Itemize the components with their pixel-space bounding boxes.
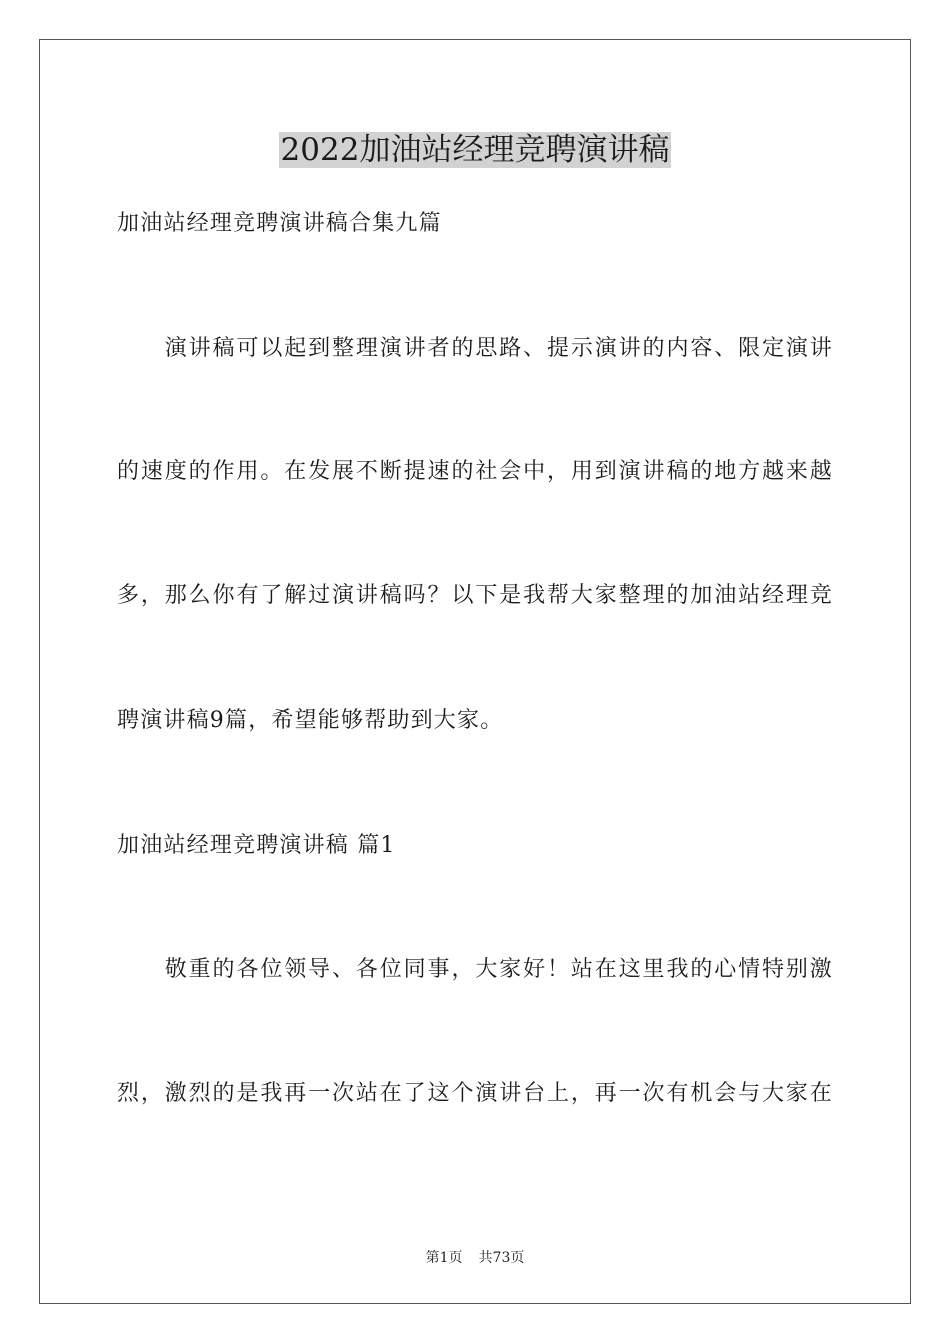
document-title-text: 2022加油站经理竞聘演讲稿 [280, 132, 670, 168]
page-footer [0, 1249, 950, 1267]
page-number: 第1页 [425, 1250, 463, 1266]
paragraph-line: 多，那么你有了解过演讲稿吗？以下是我帮大家整理的加油站经理竞 [117, 583, 833, 608]
document-title [0, 128, 950, 172]
section-heading: 加油站经理竞聘演讲稿 篇1 [117, 833, 396, 858]
document-subtitle: 加油站经理竞聘演讲稿合集九篇 [117, 211, 442, 236]
paragraph-line: 敬重的各位领导、各位同事，大家好！站在这里我的心情特别激 [117, 957, 833, 982]
paragraph-line: 烈，激烈的是我再一次站在了这个演讲台上，再一次有机会与大家在 [117, 1081, 833, 1106]
paragraph-line: 的速度的作用。在发展不断提速的社会中，用到演讲稿的地方越来越 [117, 459, 833, 484]
paragraph-line: 聘演讲稿9篇，希望能够帮助到大家。 [117, 708, 504, 733]
paragraph-line: 演讲稿可以起到整理演讲者的思路、提示演讲的内容、限定演讲 [117, 336, 833, 361]
page-total: 共73页 [478, 1250, 525, 1266]
